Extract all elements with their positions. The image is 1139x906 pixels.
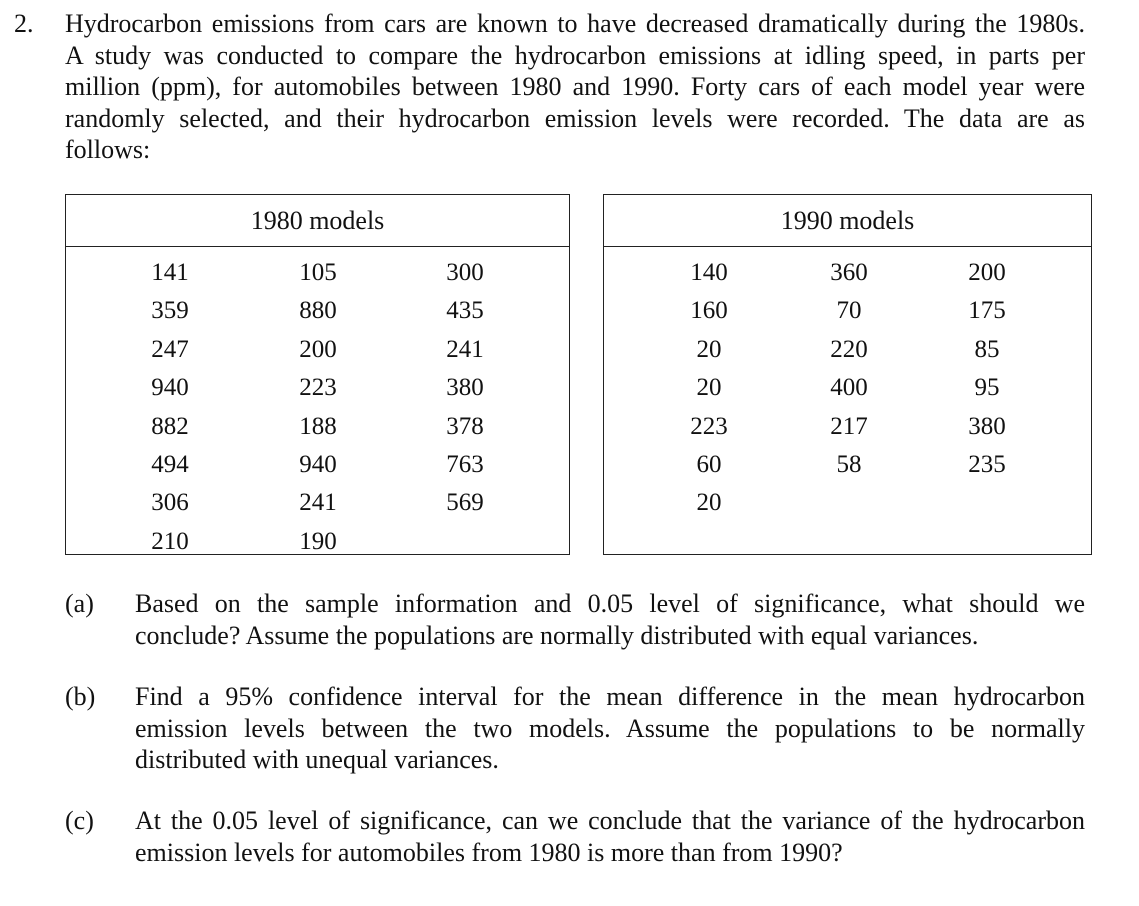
table-cell: 141 <box>151 259 189 286</box>
table-cell: 160 <box>690 297 728 325</box>
table-1990-models <box>603 194 1092 555</box>
table-cell: 20 <box>696 374 722 402</box>
table-cell: 223 <box>299 374 337 402</box>
table-1980-column-1 <box>110 254 230 561</box>
table-cell: 494 <box>151 450 189 478</box>
part-line: Based on the sample information and 0.05 level of significance, what should we <box>135 589 1085 618</box>
table-cell: 210 <box>151 527 189 555</box>
table-cell: 220 <box>830 335 868 363</box>
table-cell: 378 <box>446 412 484 440</box>
table-cell: 95 <box>974 374 1000 402</box>
table-cell: 380 <box>446 374 484 402</box>
part-line: emission levels between the two models. Assume the populations to be normally <box>135 713 1085 743</box>
table-cell: 400 <box>830 374 868 402</box>
table-1990-column-2 <box>789 254 909 484</box>
part-line: distributed with unequal variances. <box>135 745 499 774</box>
intro-line: A study was conducted to compare the hydrocarbon emissions at idling speed, in parts per <box>65 40 1085 70</box>
table-cell: 175 <box>968 297 1006 325</box>
table-cell: 20 <box>696 335 722 363</box>
table-cell: 235 <box>968 450 1006 478</box>
table-cell: 105 <box>299 259 337 286</box>
table-cell: 880 <box>299 297 337 325</box>
table-1990-column-3 <box>927 254 1047 484</box>
table-cell: 435 <box>446 297 484 325</box>
table-1990-title: 1990 models <box>604 195 1091 247</box>
table-cell: 359 <box>151 297 189 325</box>
table-cell: 70 <box>836 297 862 325</box>
table-cell: 200 <box>299 335 337 363</box>
table-cell: 200 <box>968 259 1006 286</box>
intro-line: Hydrocarbon emissions from cars are known to have decreased dramatically during the 1980s. <box>65 9 1085 38</box>
intro-line: follows: <box>65 135 151 164</box>
table-cell: 58 <box>836 450 862 478</box>
part-line: conclude? Assume the populations are normally distributed with equal variances. <box>135 620 979 650</box>
table-cell: 306 <box>151 489 189 517</box>
table-1980-column-3 <box>405 254 525 523</box>
part-line: Find a 95% confidence interval for the mean difference in the mean hydrocarbon <box>135 682 1085 711</box>
intro-line: million (ppm), for automobiles between 1980 and 1990. Forty cars of each model year were <box>65 72 1085 101</box>
table-cell: 380 <box>968 412 1006 440</box>
intro-line: randomly selected, and their hydrocarbon emission levels were recorded. The data are as <box>65 103 1085 133</box>
table-1990-column-1 <box>649 254 769 523</box>
table-cell: 241 <box>299 489 337 517</box>
part-b-text <box>135 681 1085 776</box>
table-cell: 360 <box>830 259 868 286</box>
part-c-label: (c) <box>65 806 94 835</box>
table-1980-title: 1980 models <box>66 195 569 247</box>
table-cell: 20 <box>696 489 722 517</box>
table-1980-column-2 <box>258 254 378 561</box>
table-cell: 247 <box>151 335 189 363</box>
part-b-label: (b) <box>65 682 96 711</box>
table-1980-body <box>66 247 569 555</box>
table-cell: 140 <box>690 259 728 286</box>
table-cell: 85 <box>974 335 1000 363</box>
part-a-text <box>135 588 1085 651</box>
table-cell: 223 <box>690 412 728 440</box>
part-c-text <box>135 805 1085 868</box>
table-cell: 882 <box>151 412 189 440</box>
table-cell: 940 <box>299 450 337 478</box>
question-number: 2. <box>14 9 34 38</box>
table-cell: 241 <box>446 335 484 363</box>
table-1980-models <box>65 194 570 555</box>
table-cell: 190 <box>299 527 337 555</box>
table-cell: 763 <box>446 450 484 478</box>
table-cell: 300 <box>446 259 484 286</box>
table-cell: 188 <box>299 412 337 440</box>
table-cell: 60 <box>696 450 722 478</box>
table-cell: 569 <box>446 489 484 517</box>
table-cell: 940 <box>151 374 189 402</box>
part-line: emission levels for automobiles from 1980 is more than from 1990? <box>135 837 843 867</box>
question-intro <box>65 8 1085 166</box>
part-a-label: (a) <box>65 589 94 618</box>
table-1990-body <box>604 247 1091 552</box>
part-line: At the 0.05 level of significance, can we conclude that the variance of the hydrocarbon <box>135 806 1085 835</box>
table-cell: 217 <box>830 412 868 440</box>
